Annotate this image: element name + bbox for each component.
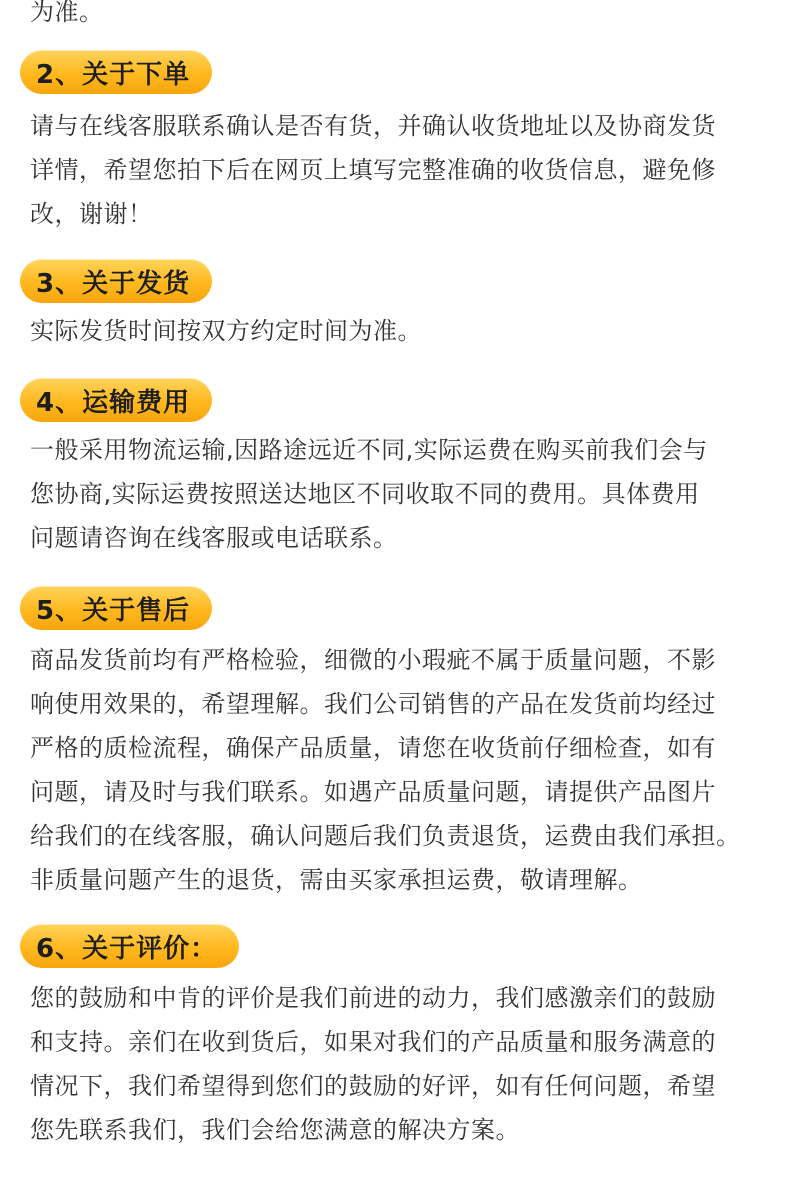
body-line: 给我们的在线客服，确认问题后我们负责退货，运费由我们承担。 bbox=[30, 822, 741, 850]
section-title-badge: 5、关于售后 bbox=[20, 586, 212, 630]
body-line: 详情，希望您拍下后在网页上填写完整准确的收货信息，避免修 bbox=[30, 156, 716, 184]
body-line: 问题，请及时与我们联系。如遇产品质量问题，请提供产品图片 bbox=[30, 778, 716, 806]
section-body bbox=[30, 104, 780, 236]
intro-tail-text: 为准。 bbox=[30, 0, 104, 26]
body-line: 非质量问题产生的退货，需由买家承担运费，敬请理解。 bbox=[30, 866, 643, 894]
body-line: 和支持。亲们在收到货后，如果对我们的产品质量和服务满意的 bbox=[30, 1028, 716, 1056]
body-line: 请与在线客服联系确认是否有货，并确认收货地址以及协商发货 bbox=[30, 112, 716, 140]
section-body bbox=[30, 976, 780, 1152]
body-line: 您的鼓励和中肯的评价是我们前进的动力，我们感激亲们的鼓励 bbox=[30, 984, 716, 1012]
body-line: 响使用效果的，希望理解。我们公司销售的产品在发货前均经过 bbox=[30, 690, 716, 718]
section-title-badge: 6、关于评价： bbox=[20, 924, 239, 968]
body-line: 严格的质检流程，确保产品质量，请您在收货前仔细检查，如有 bbox=[30, 734, 716, 762]
body-line: 情况下，我们希望得到您们的鼓励的好评，如有任何问题，希望 bbox=[30, 1072, 716, 1100]
body-line: 商品发货前均有严格检验，细微的小瑕疵不属于质量问题，不影 bbox=[30, 646, 716, 674]
section-title-badge: 3、关于发货 bbox=[20, 259, 212, 303]
body-line: 一般采用物流运输,因路途远近不同,实际运费在购买前我们会与 bbox=[30, 436, 708, 464]
section-body bbox=[30, 309, 780, 353]
body-line: 您先联系我们，我们会给您满意的解决方案。 bbox=[30, 1116, 520, 1144]
body-line: 您协商,实际运费按照送达地区不同收取不同的费用。具体费用 bbox=[30, 480, 700, 508]
section-title-badge: 2、关于下单 bbox=[20, 50, 212, 94]
body-line: 实际发货时间按双方约定时间为准。 bbox=[30, 317, 422, 345]
section-title-badge: 4、运输费用 bbox=[20, 378, 212, 422]
section-body bbox=[30, 638, 780, 902]
section-body bbox=[30, 428, 780, 560]
body-line: 问题请咨询在线客服或电话联系。 bbox=[30, 524, 398, 552]
body-line: 改，谢谢！ bbox=[30, 200, 153, 228]
